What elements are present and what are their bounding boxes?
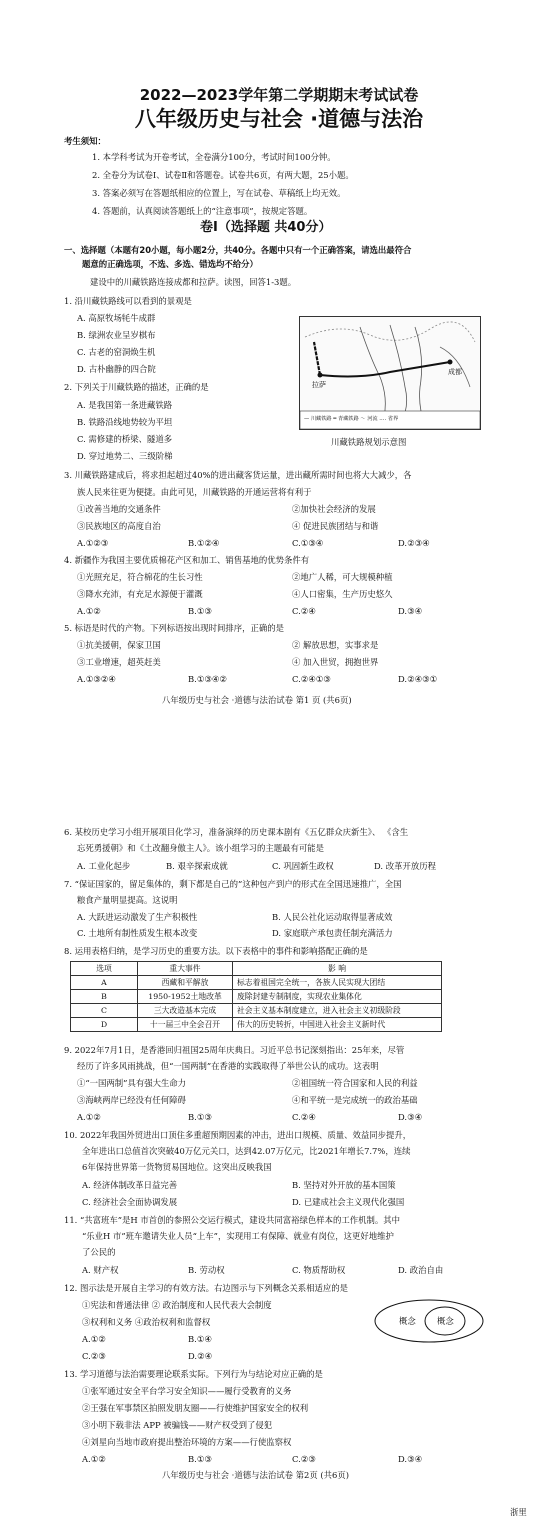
q9-choice-a: A.①② (77, 1112, 101, 1122)
venn-outer-label: 概念 (399, 1316, 416, 1326)
table-header-event: 重大事件 (138, 962, 233, 976)
table-cell: A (71, 976, 138, 990)
q1-option-d: D. 古朴幽静的四合院 (77, 364, 156, 374)
q4-stem: 4. 新疆作为我国主要优质棉花产区和加工、销售基地的优势条件有 (64, 555, 310, 565)
q9-choice-c: C.②④ (292, 1112, 316, 1122)
q12-options-1-2: ①宪法和普通法律 ② 政治制度和人民代表大会制度 (82, 1300, 272, 1310)
table-cell: 三大改造基本完成 (138, 1004, 233, 1018)
q10-choice-b: B. 坚持对外开放的基本国策 (292, 1180, 396, 1190)
q12-choice-d: D.②④ (188, 1351, 213, 1361)
table-cell: 社会主义基本制度建立，进入社会主义初级阶段 (233, 1004, 442, 1018)
q11-choice-c: C. 物质帮助权 (292, 1265, 346, 1275)
q11-choice-a: A. 财产权 (82, 1265, 119, 1275)
q4-choice-a: A.①② (77, 606, 101, 616)
q2-stem: 2. 下列关于川藏铁路的描述，正确的是 (64, 382, 209, 392)
q7-stem-1: 7. “保证国家的，留足集体的，剩下都是自己的”这种包产到户的形式在全国迅速推广，全国 (64, 879, 402, 889)
table-row (71, 1004, 442, 1018)
table-cell: 1950-1952土地改革 (138, 990, 233, 1004)
q3-stem-2: 族人民来往更为便捷。由此可见，川藏铁路的开通运营将有利于 (77, 487, 312, 497)
sichuan-tibet-railway-map (299, 316, 481, 430)
table-header-option: 选项 (71, 962, 138, 976)
q13-choice-b: B.①③ (188, 1454, 212, 1464)
q3-option-1: ①改善当地的交通条件 (77, 504, 161, 514)
q12-choice-c: C.②③ (82, 1351, 106, 1361)
q4-option-2: ②地广人稀，可大规模种植 (292, 572, 393, 582)
q11-choice-d: D. 政治自由 (398, 1265, 444, 1275)
q1-option-a: A. 高原牧场牦牛成群 (77, 313, 156, 323)
q11-choice-b: B. 劳动权 (188, 1265, 225, 1275)
venn-inner-label: 概念 (437, 1316, 454, 1326)
q2-option-a: A. 是我国第一条进藏铁路 (77, 400, 173, 410)
q10-choice-d: D. 已建成社会主义现代化强国 (292, 1197, 405, 1207)
q13-option-1: ①张军通过安全平台学习安全知识——履行受教育的义务 (82, 1386, 292, 1396)
q3-choice-c: C.①③④ (292, 538, 324, 548)
q10-choice-c: C. 经济社会全面协调发展 (82, 1197, 178, 1207)
table-cell: 伟大的历史转折，中国进入社会主义新时代 (233, 1018, 442, 1032)
q5-stem: 5. 标语是时代的产物。下列标语按出现时间排序，正确的是 (64, 623, 285, 633)
q7-stem-2: 粮食产量明显提高。这说明 (77, 895, 178, 905)
q6-choice-a: A. 工业化起步 (77, 861, 131, 871)
exam-title-line1: 2022—2023学年第二学期期末考试试卷 (139, 86, 419, 104)
q4-option-4: ④人口密集，生产历史悠久 (292, 589, 393, 599)
table-row (71, 976, 442, 990)
q3-option-4: ④ 促进民族团结与和谐 (292, 521, 379, 531)
q5-choice-c: C.②④①③ (292, 674, 331, 684)
section1-instruction-2: 题意的正确选项，不选、多选、错选均不给分） (82, 259, 258, 269)
table-header-impact: 影 响 (233, 962, 442, 976)
q6-stem-1: 6. 某校历史学习小组开展项目化学习，准备演绎的历史课本剧有《五亿群众庆新生》、 《含生 (64, 827, 409, 837)
q4-option-1: ①光照充足，符合棉花的生长习性 (77, 572, 203, 582)
q3-stem-1: 3. 川藏铁路建成后，将求担起超过40%的进出藏客货运量，进出藏所需时间也将大大减少，各 (64, 470, 412, 480)
corner-watermark-text: 浙里 (510, 1507, 527, 1517)
q13-choice-d: D.③④ (398, 1454, 423, 1464)
q11-stem-3: 了公民的 (82, 1247, 116, 1257)
q9-option-2: ②祖国统一符合国家和人民的利益 (292, 1078, 418, 1088)
q9-stem-1: 9. 2022年7月1日，是香港回归祖国25周年庆典日。习近平总书记深刻指出：25年来，尽管 (64, 1045, 405, 1055)
table-cell: C (71, 1004, 138, 1018)
section1-instruction-1: 一、选择题（本题有20小题，每小题2分，共40分。各题中只有一个正确答案，请选出最符合 (64, 245, 412, 255)
q10-choice-a: A. 经济体制改革日益完善 (82, 1180, 178, 1190)
q3-option-3: ③民族地区的高度自治 (77, 521, 161, 531)
exam-title-line2: 八年级历史与社会 ·道德与法治 (134, 107, 424, 131)
q4-option-3: ③降水充沛，有充足水源便于灌溉 (77, 589, 203, 599)
q5-option-3: ③工业增速，超英赶美 (77, 657, 161, 667)
q5-option-2: ② 解放思想，实事求是 (292, 640, 379, 650)
q13-choice-c: C.②③ (292, 1454, 316, 1464)
page-footer-1: 八年级历史与社会 ·道德与法治试卷 第1 页 (共6页) (162, 695, 352, 705)
q9-option-1: ①“一国两制”具有强大生命力 (77, 1078, 187, 1088)
q5-choice-a: A.①③②④ (77, 674, 116, 684)
concept-venn-diagram (373, 1298, 485, 1344)
q5-option-4: ④ 加入世贸，拥抱世界 (292, 657, 379, 667)
q12-options-3-4: ③权利和义务 ④政治权利和监督权 (82, 1317, 211, 1327)
q1-option-c: C. 古老的窑洞焕生机 (77, 347, 156, 357)
q9-option-4: ④和平统一是完成统一的政治基础 (292, 1095, 418, 1105)
q13-option-3: ③小明下载非法 APP 被骗钱——财产权受到了侵犯 (82, 1420, 273, 1430)
q4-choice-b: B.①③ (188, 606, 212, 616)
map-caption: 川藏铁路规划示意图 (331, 437, 407, 447)
q6-choice-c: C. 巩固新生政权 (272, 861, 334, 871)
q1-stem: 1. 沿川藏铁路线可以看到的景观是 (64, 296, 192, 306)
q11-stem-1: 11. “共富班车”是H 市首创的参照公交运行模式，建设共同富裕绿色样本的工作机制。其中 (64, 1215, 401, 1225)
map-label-lhasa: 拉萨 (312, 381, 326, 389)
table-row (71, 1018, 442, 1032)
q9-stem-2: 经历了许多风雨挑战，但“一国两制”在香港的实践取得了举世公认的成功。这表明 (77, 1061, 379, 1071)
q3-choice-b: B.①②④ (188, 538, 220, 548)
q2-option-c: C. 需修建的桥梁、隧道多 (77, 434, 173, 444)
table-cell: D (71, 1018, 138, 1032)
q5-choice-d: D.②④③① (398, 674, 438, 684)
map-legend: — 川藏铁路 ━ 青藏铁路 ～ 河流 ‥‥ 省界 (304, 416, 399, 422)
q11-stem-2: “乐业H 市”班车邀请失业人员“上车”，实现用工有保障、就业有岗位，这更好地维护 (82, 1231, 394, 1241)
section1-intro: 建设中的川藏铁路连接成都和拉萨。读图，回答1-3题。 (90, 277, 297, 287)
table-cell: 西藏和平解放 (138, 976, 233, 990)
q10-stem-1: 10. 2022年我国外贸进出口顶住多重超预期因素的冲击，进出口规模、质量、效益同步提升， (64, 1130, 412, 1140)
q4-choice-d: D.③④ (398, 606, 423, 616)
q13-option-4: ④刘星向当地市政府提出整治环境的方案——行使监察权 (82, 1437, 292, 1447)
page-footer-2: 八年级历史与社会 ·道德与法治试卷 第2页 (共6页) (162, 1470, 349, 1480)
q5-choice-b: B.①③④② (188, 674, 227, 684)
q6-choice-b: B. 艰辛探索成就 (166, 861, 228, 871)
q1-option-b: B. 绿洲农业呈岁棋布 (77, 330, 156, 340)
table-header-row (71, 962, 442, 976)
notice-item-4: 4. 答题前，认真阅读答题纸上的“注意事项”，按规定答题。 (92, 206, 313, 216)
venn-circles (373, 1298, 485, 1344)
table-cell: 标志着祖国完全统一，各族人民实现大团结 (233, 976, 442, 990)
table-cell: 十一届三中全会召开 (138, 1018, 233, 1032)
notice-heading: 考生须知： (64, 136, 106, 146)
q12-choice-b: B.①④ (188, 1334, 212, 1344)
q8-event-table (70, 961, 442, 1032)
q2-option-b: B. 铁路沿线地势较为平坦 (77, 417, 173, 427)
q3-choice-d: D.②③④ (398, 538, 430, 548)
notice-item-2: 2. 全卷分为试卷Ⅰ、试卷Ⅱ和答题卷。试卷共6页，有两大题，25小题。 (92, 170, 354, 180)
q6-stem-2: 忘死勇援朝》和《土改翻身傲主人》。该小组学习的主题最有可能是 (77, 843, 325, 853)
section1-title: 卷Ⅰ（选择题 共40分） (200, 220, 332, 235)
q13-option-2: ②王强在军事禁区拍照发朋友圈——行使维护国家安全的权利 (82, 1403, 309, 1413)
notice-item-1: 1. 本学科考试为开卷考试，全卷满分100分，考试时间100分钟。 (92, 152, 336, 162)
q9-choice-b: B.①③ (188, 1112, 212, 1122)
q9-option-3: ③海峡两岸已经没有任何障碍 (77, 1095, 186, 1105)
q3-choice-a: A.①②③ (77, 538, 109, 548)
q5-option-1: ①抗美援朝，保家卫国 (77, 640, 161, 650)
q3-option-2: ②加快社会经济的发展 (292, 504, 376, 514)
q4-choice-c: C.②④ (292, 606, 316, 616)
q8-stem: 8. 运用表格归纳，是学习历史的重要方法。以下表格中的事件和影响搭配正确的是 (64, 946, 368, 956)
q12-stem: 12. 图示法是开展自主学习的有效方法。右边图示与下列概念关系相适应的是 (64, 1283, 348, 1293)
table-cell: B (71, 990, 138, 1004)
q7-choice-c: C. 土地所有制性质发生根本改变 (77, 928, 198, 938)
q6-choice-d: D. 改革开放历程 (374, 861, 436, 871)
table-cell: 废除封建专制制度，实现农业集体化 (233, 990, 442, 1004)
q13-choice-a: A.①② (82, 1454, 106, 1464)
q2-option-d: D. 穿过地势二、三级阶梯 (77, 451, 173, 461)
table-row (71, 990, 442, 1004)
map-label-chengdu: 成都 (448, 368, 462, 376)
notice-item-3: 3. 答案必须写在答题纸相应的位置上，写在试卷、草稿纸上均无效。 (92, 188, 346, 198)
q7-choice-b: B. 人民公社化运动取得显著成效 (272, 912, 393, 922)
q7-choice-a: A. 大跃进运动激发了生产积极性 (77, 912, 198, 922)
q12-choice-a: A.①② (82, 1334, 106, 1344)
q10-stem-3: 6年保持世界第一货物贸易国地位。这突出反映我国 (82, 1162, 272, 1172)
q13-stem: 13. 学习道德与法治需要理论联系实际。下列行为与结论对应正确的是 (64, 1369, 323, 1379)
q7-choice-d: D. 家庭联产承包责任制充满活力 (272, 928, 393, 938)
q10-stem-2: 全年进出口总值首次突破40万亿元关口，达到42.07万亿元，比2021年增长7.7%，连续 (82, 1146, 411, 1156)
q9-choice-d: D.③④ (398, 1112, 423, 1122)
